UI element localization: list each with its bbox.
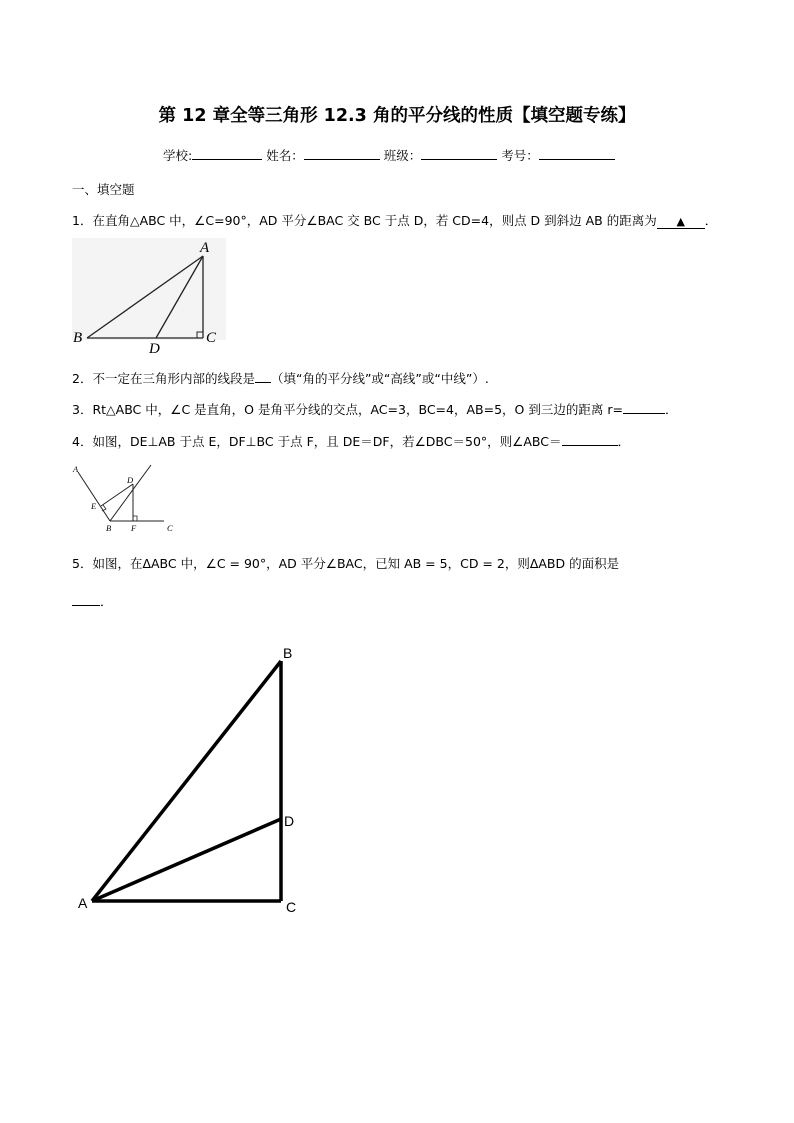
question-3-answer-blank[interactable]	[623, 401, 665, 414]
question-1	[72, 211, 717, 229]
question-4-text: 4．如图，DE⊥AB 于点 E，DF⊥BC 于点 F，且 DE＝DF，若∠DBC＝50°，则∠ABC＝	[72, 434, 562, 449]
question-2-end: （填“角的平分线”或“高线”或“中线”）.	[270, 371, 489, 386]
question-1-text: 1．在直角△ABC 中，∠C=90°，AD 平分∠BAC 交 BC 于点 D，若 CD=4，则点 D 到斜边 AB 的距离为	[72, 213, 657, 228]
label-d: D	[127, 475, 134, 485]
question-3	[72, 400, 677, 418]
school-label: 学校:	[163, 148, 193, 163]
section-heading: 一、填空题	[72, 182, 135, 197]
question-3-text: 3．Rt△ABC 中，∠C 是直角，O 是角平分线的交点，AC=3，BC=4，AB=5，O 到三边的距离 r=	[72, 402, 623, 417]
question-3-end: ．	[664, 402, 678, 417]
name-field[interactable]	[304, 147, 380, 160]
class-label: 班级：	[383, 148, 422, 163]
question-2-text: 2．不一定在三角形内部的线段是	[72, 371, 255, 386]
label-c: C	[286, 899, 297, 915]
school-field[interactable]	[192, 147, 262, 160]
question-4-end: ．	[617, 434, 631, 449]
segment-bd	[110, 465, 151, 521]
label-a: A	[200, 240, 210, 256]
question-1-figure	[72, 236, 228, 356]
exam-number-label: 考号：	[501, 148, 539, 163]
question-4-figure	[72, 462, 187, 536]
question-4	[72, 432, 630, 450]
question-2	[72, 369, 489, 387]
question-5-end: ．	[100, 594, 113, 609]
ray-ba	[78, 472, 110, 521]
label-c: C	[167, 523, 173, 533]
question-1-end: ．	[704, 213, 718, 228]
question-5-answer-blank[interactable]	[72, 593, 100, 606]
segment-ab	[92, 661, 281, 901]
class-field[interactable]	[421, 147, 497, 160]
question-5-text: 5．如图，在ΔABC 中，∠C = 90°，AD 平分∠BAC，已知 AB = 5，CD = 2，则ΔABD 的面积是	[72, 556, 620, 571]
label-a: A	[73, 464, 79, 474]
label-d: D	[284, 813, 295, 829]
label-b: B	[283, 645, 293, 661]
label-b: B	[73, 330, 83, 346]
question-1-answer-blank[interactable]: ▲	[657, 215, 705, 229]
name-label: 姓名：	[266, 148, 304, 163]
label-e: E	[91, 501, 97, 511]
label-b: B	[106, 523, 112, 533]
label-c: C	[206, 330, 217, 346]
segment-de	[101, 484, 133, 506]
question-5	[72, 554, 619, 572]
question-5-answer-line	[72, 592, 113, 610]
page-title: 第 12 章全等三角形 12.3 角的平分线的性质【填空题专练】	[158, 106, 636, 126]
question-2-answer-blank[interactable]	[255, 370, 271, 383]
segment-ad	[92, 819, 281, 901]
question-4-answer-blank[interactable]	[562, 433, 618, 446]
exam-number-field[interactable]	[539, 147, 615, 160]
label-d: D	[149, 341, 160, 356]
label-a: A	[78, 895, 88, 911]
right-angle-mark-f	[133, 516, 137, 521]
question-5-figure	[70, 640, 310, 925]
label-f: F	[131, 523, 137, 533]
student-info-line	[163, 146, 615, 164]
